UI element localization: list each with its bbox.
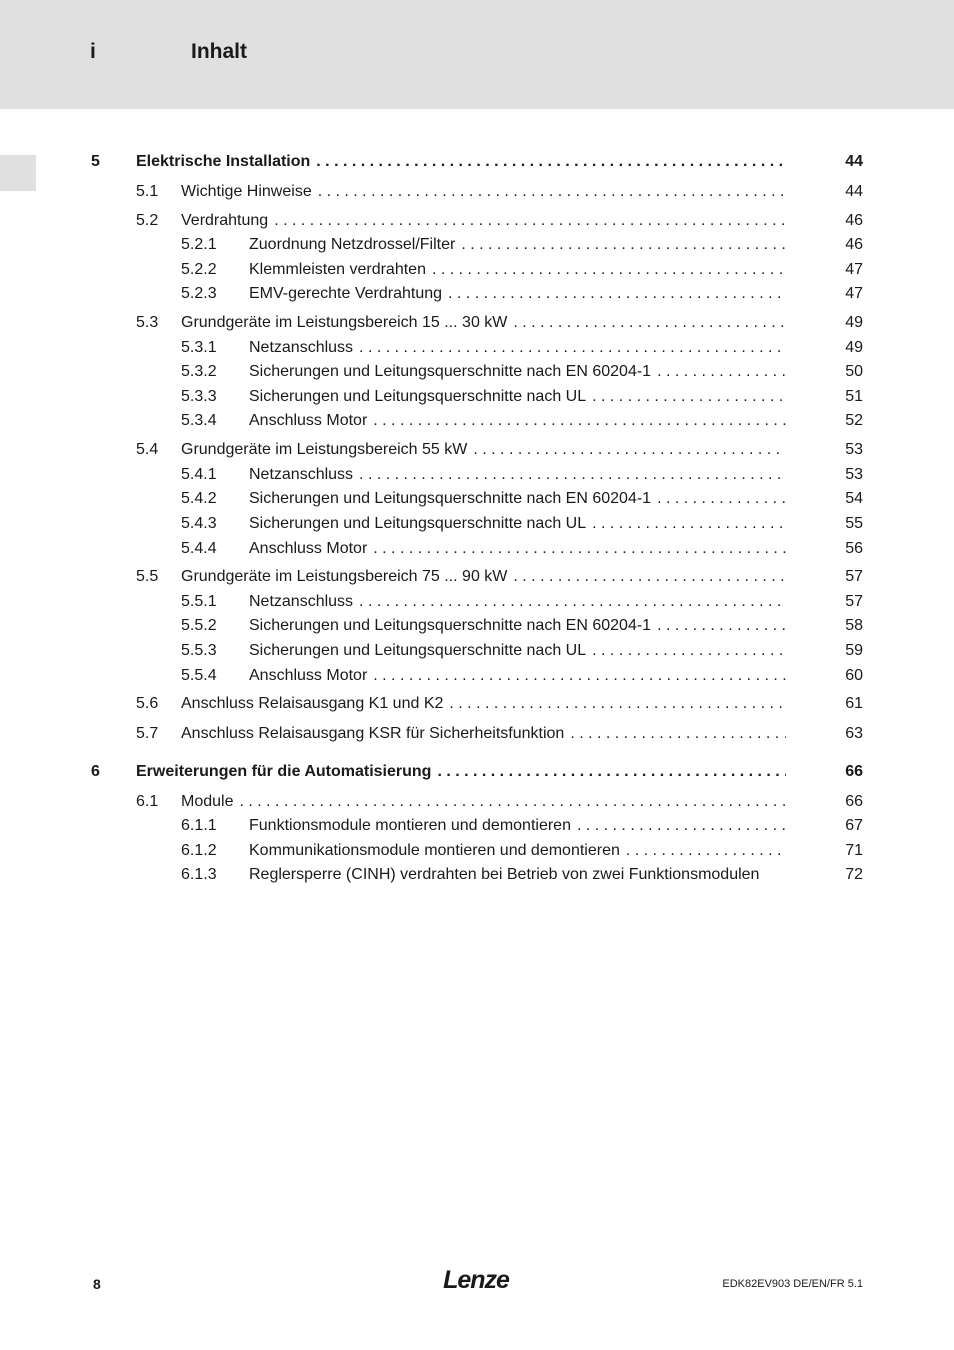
dot-leader	[274, 210, 786, 232]
toc-entry-number: 5.5.3	[181, 642, 217, 659]
toc-entry-page: 57	[845, 568, 863, 585]
dot-leader	[657, 361, 786, 383]
toc-entry[interactable]	[0, 151, 954, 173]
dot-leader	[592, 640, 786, 662]
toc-entry-title: Anschluss Motor	[249, 665, 373, 687]
toc-entry[interactable]	[0, 665, 954, 687]
dot-leader	[432, 259, 786, 281]
toc-entry[interactable]	[0, 488, 954, 510]
toc-entry-title: Wichtige Hinweise	[181, 181, 318, 203]
toc-entry-page: 49	[845, 314, 863, 331]
dot-leader	[359, 464, 786, 486]
toc-entry-title: Netzanschluss	[249, 464, 359, 486]
toc-entry-page: 66	[845, 793, 863, 810]
toc-entry[interactable]	[0, 439, 954, 461]
toc-entry-page: 49	[845, 339, 863, 356]
toc-entry-page: 51	[845, 388, 863, 405]
toc-entry[interactable]	[0, 840, 954, 862]
toc-entry[interactable]	[0, 538, 954, 560]
toc-entry[interactable]	[0, 693, 954, 715]
dot-leader	[239, 791, 786, 813]
toc-entry-page: 47	[845, 261, 863, 278]
dot-leader	[570, 723, 786, 745]
toc-entry[interactable]	[0, 234, 954, 256]
toc-entry-page: 53	[845, 466, 863, 483]
toc-entry-title: Verdrahtung	[181, 210, 274, 232]
toc-entry-page: 50	[845, 363, 863, 380]
toc-entry[interactable]	[0, 566, 954, 588]
toc-entry[interactable]	[0, 815, 954, 837]
toc-entry[interactable]	[0, 361, 954, 383]
toc-entry[interactable]	[0, 723, 954, 745]
toc-entry[interactable]	[0, 283, 954, 305]
toc-entry-page: 67	[845, 817, 863, 834]
toc-entry-number: 5.3	[136, 314, 159, 331]
toc-entry-title: Elektrische Installation	[136, 151, 316, 173]
toc-entry-number: 5	[91, 153, 100, 170]
toc-entry-title: Kommunikationsmodule montieren und demontieren	[249, 840, 626, 862]
dot-leader	[513, 566, 786, 588]
toc-entry-title: Anschluss Relaisausgang KSR für Sicherheitsfunktion	[181, 723, 570, 745]
dot-leader	[373, 410, 786, 432]
toc-entry-page: 58	[845, 617, 863, 634]
toc-entry-number: 5.4.2	[181, 490, 217, 507]
toc-entry-title: Reglersperre (CINH) verdrahten bei Betrieb von zwei Funktionsmodulen	[249, 864, 765, 886]
toc-entry[interactable]	[0, 259, 954, 281]
toc-entry[interactable]	[0, 591, 954, 613]
toc-entry-page: 56	[845, 540, 863, 557]
toc-entry-title: Sicherungen und Leitungsquerschnitte nach UL	[249, 513, 592, 535]
toc-entry[interactable]	[0, 312, 954, 334]
toc-entry-title: Anschluss Motor	[249, 410, 373, 432]
dot-leader	[359, 591, 786, 613]
dot-leader	[448, 283, 786, 305]
toc-entry-number: 5.5	[136, 568, 159, 585]
toc-entry-number: 6.1	[136, 793, 159, 810]
toc-entry-page: 59	[845, 642, 863, 659]
toc-entry-title: Sicherungen und Leitungsquerschnitte nach EN 60204-1	[249, 488, 657, 510]
toc-entry[interactable]	[0, 386, 954, 408]
svg-text:Lenze: Lenze	[443, 1266, 509, 1294]
dot-leader	[657, 615, 786, 637]
dot-leader	[513, 312, 786, 334]
dot-leader	[461, 234, 786, 256]
toc-entry-title: Zuordnung Netzdrossel/Filter	[249, 234, 461, 256]
toc-entry-page: 52	[845, 412, 863, 429]
header-band	[0, 0, 954, 109]
toc-entry[interactable]	[0, 410, 954, 432]
toc-entry[interactable]	[0, 210, 954, 232]
toc-entry-page: 71	[845, 842, 863, 859]
toc-entry-number: 5.1	[136, 183, 159, 200]
toc-entry-title: Grundgeräte im Leistungsbereich 55 kW	[181, 439, 473, 461]
toc-entry-title: Sicherungen und Leitungsquerschnitte nach EN 60204-1	[249, 361, 657, 383]
toc-entry-page: 44	[845, 183, 863, 200]
toc-entry-page: 57	[845, 593, 863, 610]
dot-leader	[316, 151, 786, 173]
toc-entry[interactable]	[0, 464, 954, 486]
toc-entry-page: 47	[845, 285, 863, 302]
toc-entry-number: 5.5.1	[181, 593, 217, 610]
toc-entry-number: 5.3.1	[181, 339, 217, 356]
toc-entry-number: 5.3.4	[181, 412, 217, 429]
toc-entry-number: 6.1.1	[181, 817, 217, 834]
toc-entry-page: 63	[845, 725, 863, 742]
toc-entry-number: 5.3.3	[181, 388, 217, 405]
toc-entry[interactable]	[0, 181, 954, 203]
toc-entry-title: Netzanschluss	[249, 337, 359, 359]
toc-entry-number: 6	[91, 763, 100, 780]
dot-leader	[592, 513, 786, 535]
toc-entry-number: 6.1.2	[181, 842, 217, 859]
toc-entry-number: 5.6	[136, 695, 159, 712]
toc-entry-title: EMV-gerechte Verdrahtung	[249, 283, 448, 305]
page-title: Inhalt	[191, 40, 247, 63]
toc-entry-number: 5.2.1	[181, 236, 217, 253]
toc-entry-number: 6.1.3	[181, 866, 217, 883]
toc-entry-title: Funktionsmodule montieren und demontieren	[249, 815, 577, 837]
footer-page-number: 8	[93, 1276, 101, 1292]
toc-entry-page: 55	[845, 515, 863, 532]
toc-entry-title: Grundgeräte im Leistungsbereich 15 ... 30 kW	[181, 312, 513, 334]
dot-leader	[437, 761, 786, 783]
toc-entry-title: Netzanschluss	[249, 591, 359, 613]
toc-entry-title: Sicherungen und Leitungsquerschnitte nach UL	[249, 640, 592, 662]
toc-entry-number: 5.3.2	[181, 363, 217, 380]
toc-entry-number: 5.2	[136, 212, 159, 229]
chapter-letter: i	[90, 40, 96, 63]
toc-entry-title: Sicherungen und Leitungsquerschnitte nach EN 60204-1	[249, 615, 657, 637]
toc-entry-page: 72	[845, 866, 863, 883]
lenze-logo	[438, 1266, 514, 1294]
toc-entry-number: 5.5.4	[181, 667, 217, 684]
toc-entry-page: 61	[845, 695, 863, 712]
toc-entry-title: Grundgeräte im Leistungsbereich 75 ... 90 kW	[181, 566, 513, 588]
dot-leader	[626, 840, 786, 862]
dot-leader	[318, 181, 786, 203]
toc-entry-page: 53	[845, 441, 863, 458]
dot-leader	[373, 665, 786, 687]
toc-entry[interactable]	[0, 791, 954, 813]
dot-leader	[592, 386, 786, 408]
toc-entry-title: Anschluss Relaisausgang K1 und K2	[181, 693, 449, 715]
toc-entry-number: 5.4.3	[181, 515, 217, 532]
toc-entry[interactable]	[0, 640, 954, 662]
dot-leader	[473, 439, 786, 461]
toc-entry-page: 46	[845, 212, 863, 229]
toc-entry-page: 54	[845, 490, 863, 507]
dot-leader	[359, 337, 786, 359]
dot-leader	[449, 693, 786, 715]
toc-entry-number: 5.4.4	[181, 540, 217, 557]
toc-entry-number: 5.4.1	[181, 466, 217, 483]
toc-entry[interactable]	[0, 761, 954, 783]
toc-entry-number: 5.7	[136, 725, 159, 742]
toc-entry-page: 66	[845, 763, 863, 780]
toc-entry-number: 5.2.3	[181, 285, 217, 302]
dot-leader	[577, 815, 786, 837]
dot-leader	[657, 488, 786, 510]
toc-entry[interactable]	[0, 615, 954, 637]
toc-entry-number: 5.4	[136, 441, 159, 458]
document-id: EDK82EV903 DE/EN/FR 5.1	[722, 1278, 863, 1290]
toc-entry[interactable]	[0, 864, 954, 886]
toc-entry-title: Sicherungen und Leitungsquerschnitte nach UL	[249, 386, 592, 408]
toc-entry-page: 60	[845, 667, 863, 684]
toc-entry-page: 44	[845, 153, 863, 170]
toc-entry[interactable]	[0, 513, 954, 535]
toc-entry-number: 5.5.2	[181, 617, 217, 634]
toc-entry-title: Erweiterungen für die Automatisierung	[136, 761, 437, 783]
toc-entry-title: Anschluss Motor	[249, 538, 373, 560]
toc-entry-title: Module	[181, 791, 239, 813]
dot-leader	[373, 538, 786, 560]
toc-entry-number: 5.2.2	[181, 261, 217, 278]
toc-entry-title: Klemmleisten verdrahten	[249, 259, 432, 281]
toc-entry-page: 46	[845, 236, 863, 253]
toc-entry[interactable]	[0, 337, 954, 359]
